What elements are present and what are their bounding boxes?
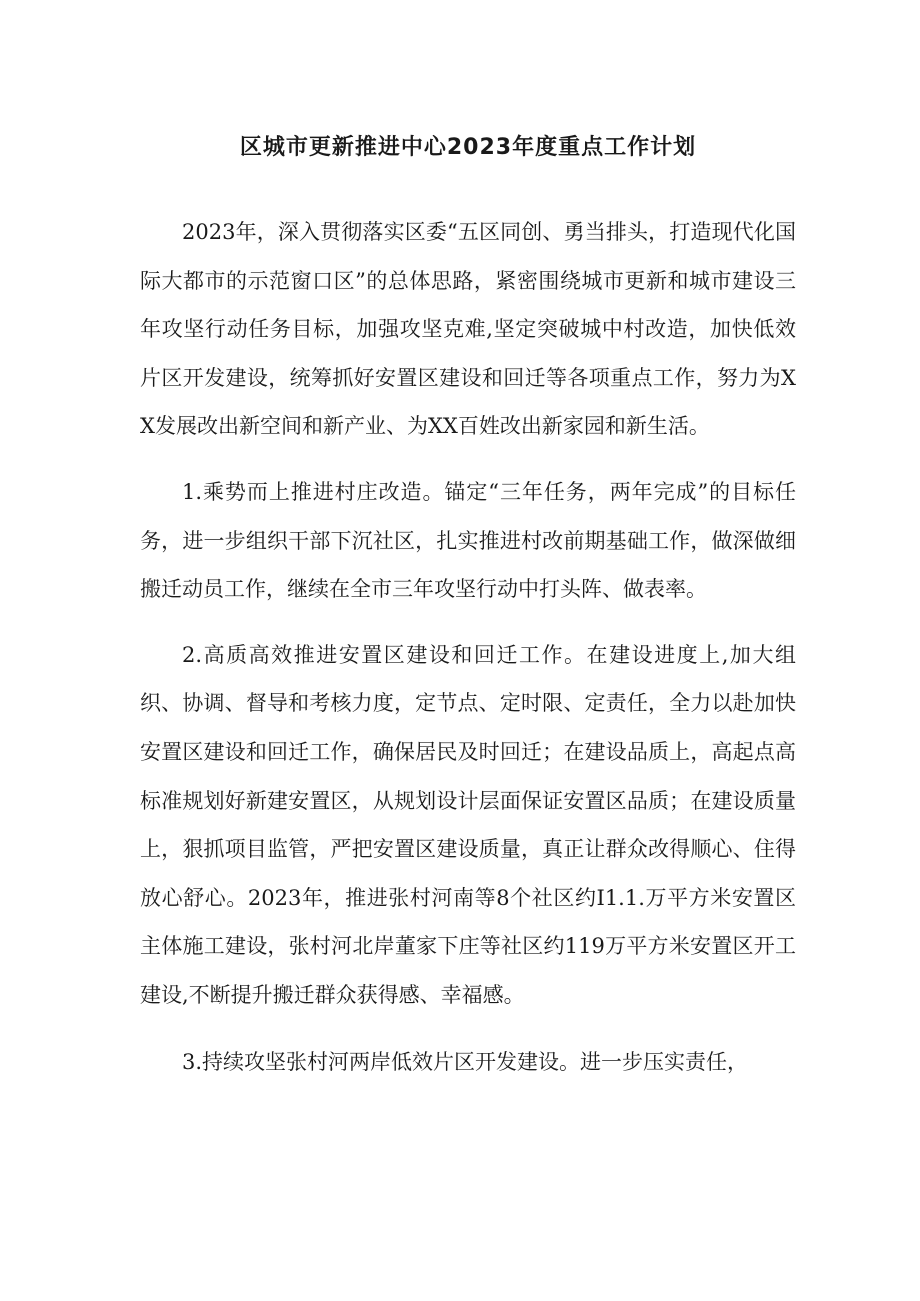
paragraph-item-2: 2.高质高效推进安置区建设和回迁工作。在建设进度上,加大组织、协调、督导和考核力度，定节点、定时限、定责任，全力以赴加快安置区建设和回迁工作，确保居民及时回迁；在建设品质上，高起点高标准规划好新建安置区，从规划设计层面保证安置区品质；在建设质量上，狠抓项目监管，严把安置区建设质量，真正让群众改得顺心、住得放心舒心。2023年，推进张村河南等8个社区约I1.1.万平方米安置区主体施工建设，张村河北岸董家下庄等社区约119万平方米安置区开工建设,不断提升搬迁群众获得感、幸福感。	[140, 642, 796, 1007]
paragraph-item-3: 3.持续攻坚张村河两岸低效片区开发建设。进一步压实责任，	[182, 1049, 749, 1074]
document-page	[140, 0, 796, 1086]
document-title: 区城市更新推进中心2023年度重点工作计划	[239, 135, 697, 160]
paragraph-intro: 2023年，深入贯彻落实区委“五区同创、勇当排头，打造现代化国际大都市的示范窗口区”的总体思路，紧密围绕城市更新和城市建设三年攻坚行动任务目标，加强攻坚克难,坚定突破城中村改造，加快低效片区开发建设，统筹抓好安置区建设和回迁等各项重点工作，努力为XX发展改出新空间和新产业、为XX百姓改出新家园和新生活。	[140, 220, 796, 439]
paragraph-item-1: 1.乘势而上推进村庄改造。锚定“三年任务，两年完成”的目标任务，进一步组织干部下沉社区，扎实推进村改前期基础工作，做深做细搬迁动员工作，继续在全市三年攻坚行动中打头阵、做表率。	[140, 479, 796, 602]
